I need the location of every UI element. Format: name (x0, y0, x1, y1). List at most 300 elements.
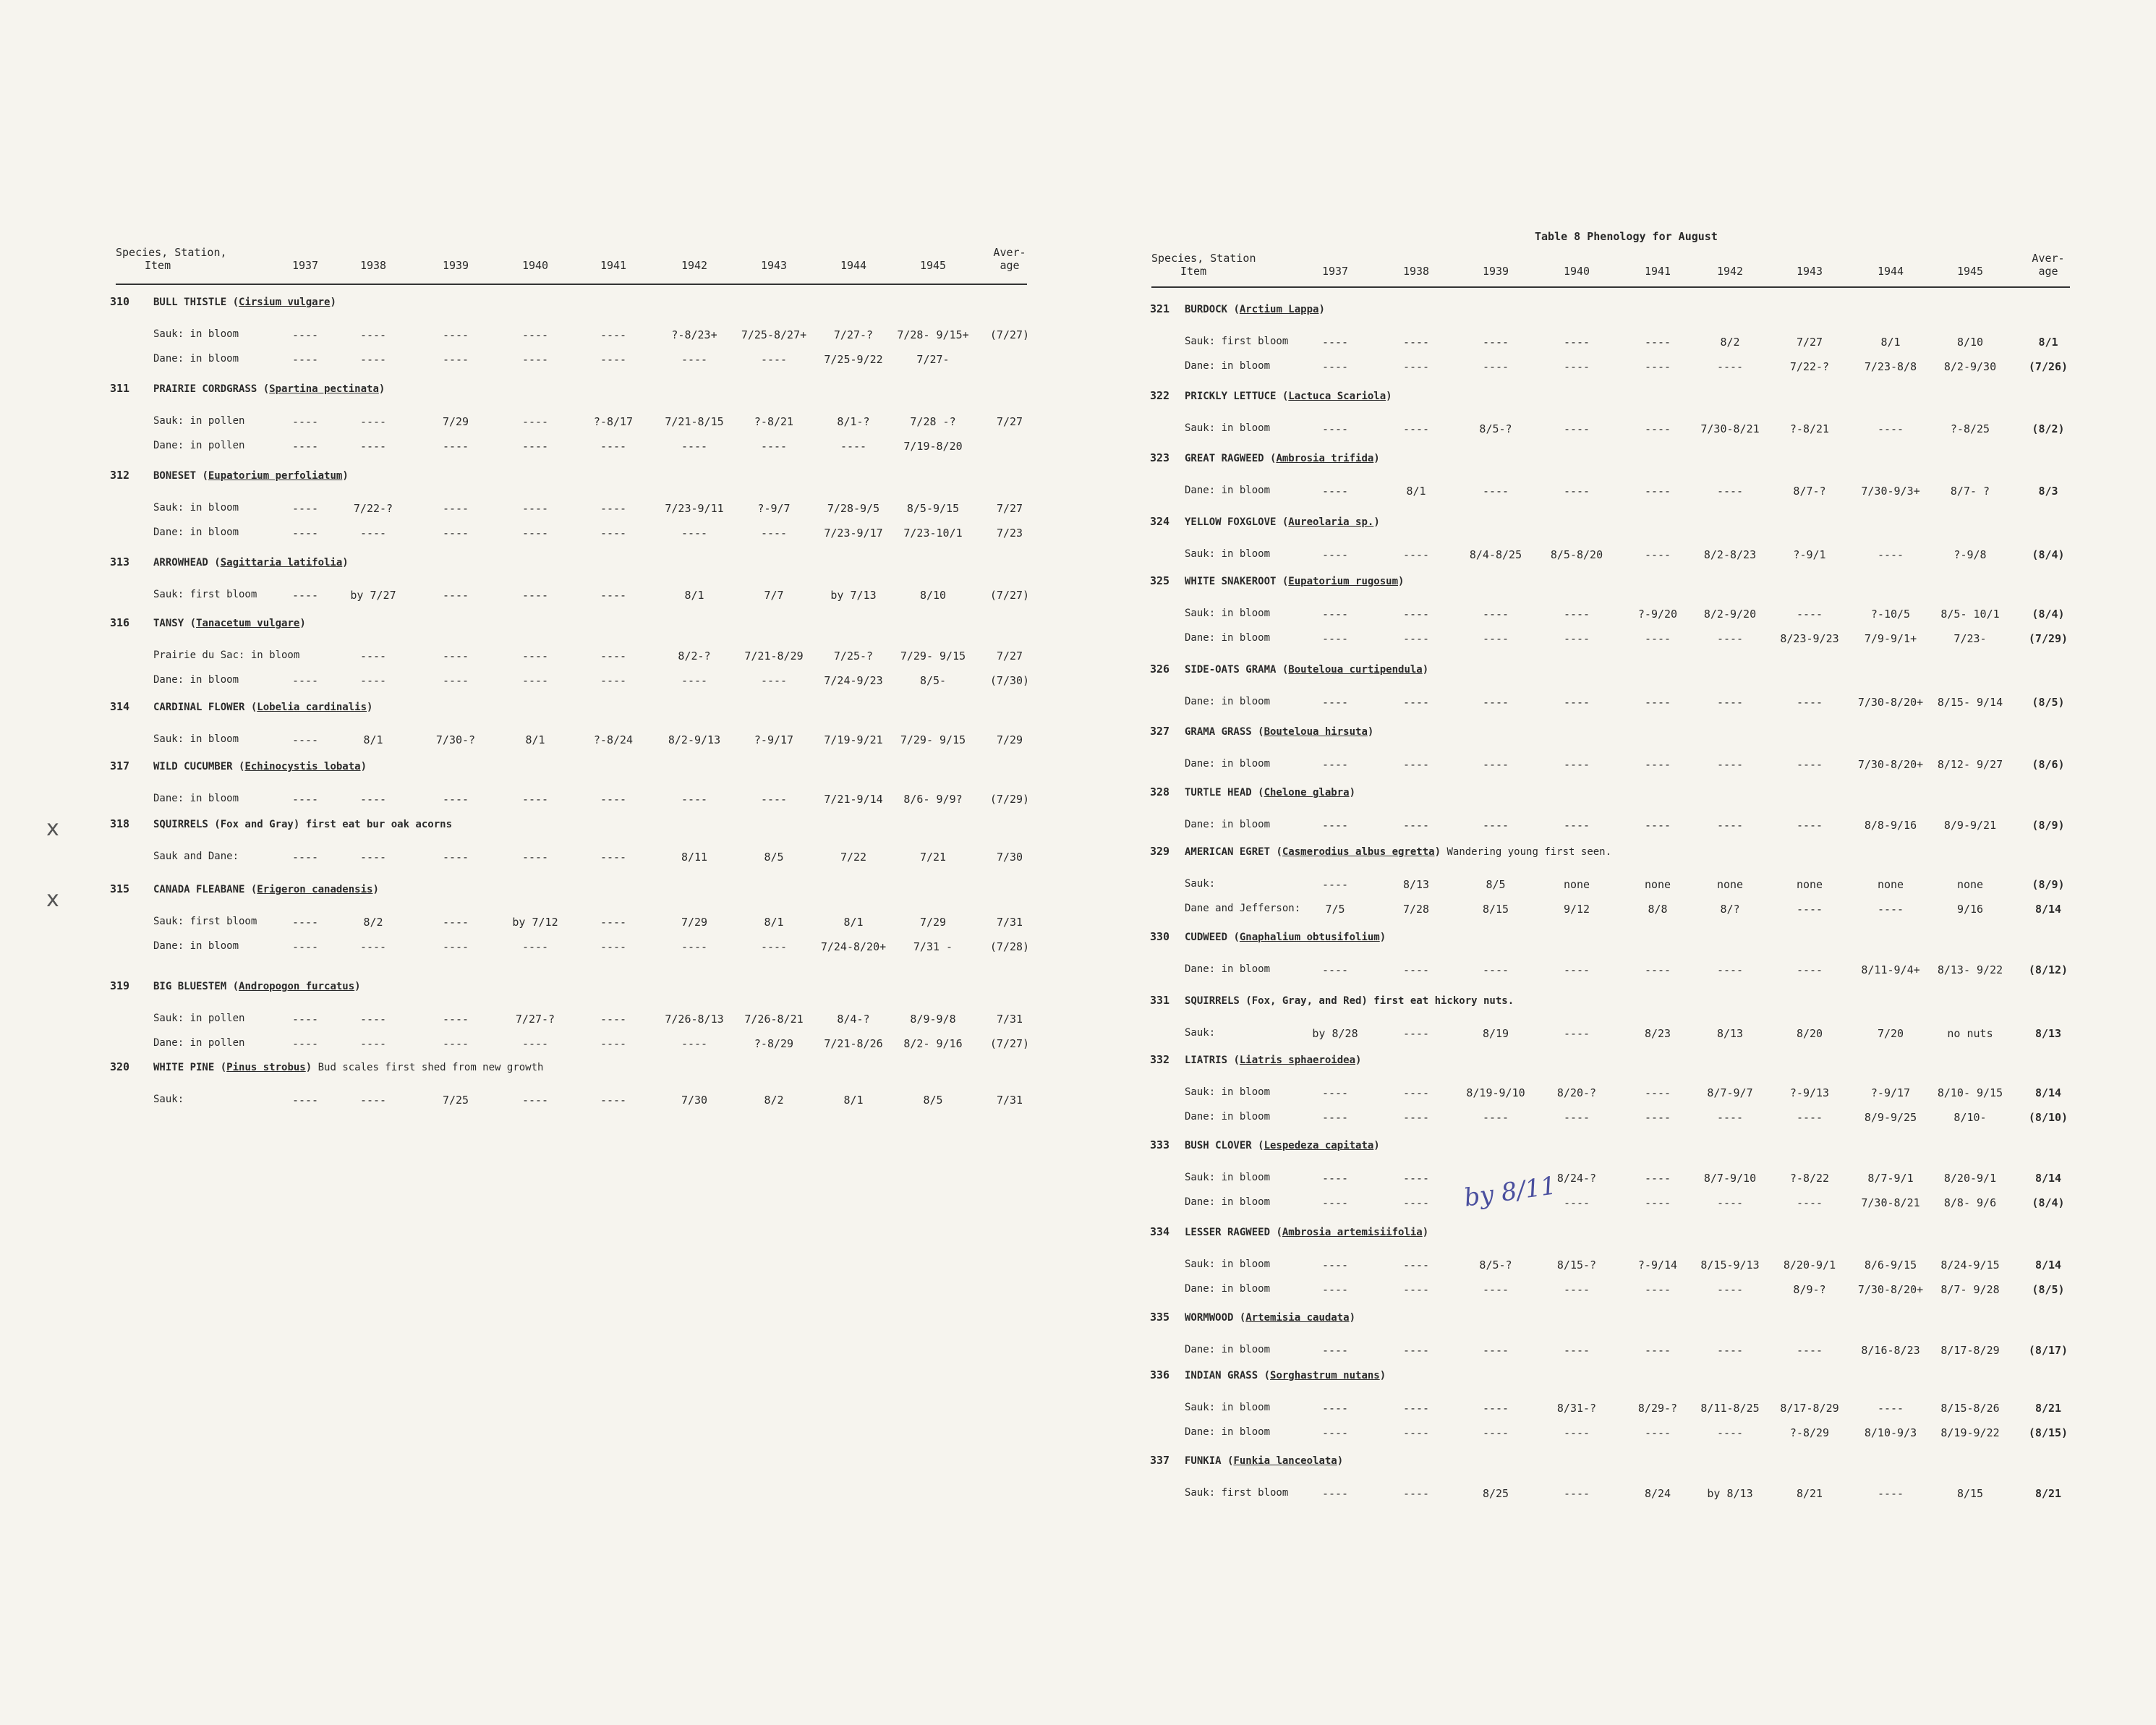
year-cell: ?-9/17 (754, 733, 794, 746)
year-cell: ---- (442, 440, 469, 453)
row-label: Sauk: (153, 1094, 184, 1105)
species-name: TURTLE HEAD (1185, 787, 1252, 798)
year-cell: 7/27- (916, 353, 950, 366)
species-heading: YELLOW FOXGLOVE (Aureolaria sp.) (1185, 516, 1380, 528)
species-name: AMERICAN EGRET (1185, 846, 1271, 858)
species-scientific-name: Bouteloua hirsuta (1264, 726, 1368, 738)
row-label: Prairie du Sac: in bloom (153, 649, 300, 661)
entry-number: 336 (1150, 1368, 1170, 1381)
year-cell: ---- (1321, 360, 1349, 373)
species-heading: BUSH CLOVER (Lespedeza capitata) (1185, 1140, 1380, 1151)
year-cell: ---- (1563, 1027, 1590, 1040)
header-species: Species, Station (1151, 252, 1256, 265)
species-scientific-name: Gnaphalium obtusifolium (1239, 932, 1380, 943)
year-cell: 7/28- 9/15+ (897, 328, 969, 341)
year-cell: 7/27 (1796, 336, 1823, 349)
year-cell: ---- (1482, 608, 1509, 621)
year-cell: 7/30-8/20+ (1857, 1283, 1924, 1296)
year-cell: ---- (291, 353, 319, 366)
year-cell: 7/23- (1953, 632, 1987, 645)
margin-x-mark: x (46, 887, 59, 912)
header-rule (116, 284, 1027, 285)
year-cell: ---- (1563, 696, 1590, 709)
year-cell: 8/15-? (1556, 1258, 1597, 1272)
year-cell: ---- (1644, 1426, 1671, 1439)
year-cell: 8/2-9/30 (1943, 360, 1997, 373)
year-cell: 8/4-? (837, 1013, 870, 1026)
average-cell: (7/27) (989, 1037, 1030, 1050)
year-cell: ---- (1563, 1344, 1590, 1357)
year-cell: 8/9-9/8 (910, 1013, 956, 1026)
entry-number: 312 (110, 469, 130, 482)
year-cell: ---- (1644, 422, 1671, 435)
average-cell: (7/29) (2028, 632, 2068, 645)
row-label: Sauk: first bloom (1185, 336, 1289, 347)
entry-number: 317 (110, 759, 130, 772)
year-cell: ---- (1716, 1344, 1744, 1357)
year-cell: 8/2-9/13 (668, 733, 721, 746)
species-heading: PRAIRIE CORDGRASS (Spartina pectinata) (153, 383, 385, 395)
year-cell: 8/9-? (1793, 1283, 1826, 1296)
year-cell: ---- (521, 589, 549, 602)
entry-number: 316 (110, 616, 130, 629)
year-cell: 8/5 (923, 1094, 943, 1107)
species-scientific-name: Sagittaria latifolia (220, 557, 343, 568)
year-cell: 7/27-? (833, 328, 874, 341)
year-cell: 7/22 (840, 851, 867, 864)
year-cell: 8/8- 9/6 (1943, 1196, 1997, 1209)
year-cell: ---- (760, 674, 788, 687)
species-scientific-name: Andropogon furcatus (239, 981, 355, 992)
year-cell: ---- (442, 793, 469, 806)
year-cell: ---- (1563, 422, 1590, 435)
row-label: Sauk: in bloom (1185, 548, 1271, 560)
year-cell: 7/29 (442, 415, 469, 428)
year-cell: 9/16 (1956, 903, 1984, 916)
year-cell: 8/10- 9/15 (1937, 1086, 2003, 1099)
average-cell: (8/15) (2028, 1426, 2068, 1439)
year-cell: ---- (600, 440, 627, 453)
average-cell: 8/13 (2034, 1027, 2062, 1040)
year-cell: ---- (1321, 422, 1349, 435)
average-cell: (8/6) (2032, 758, 2065, 771)
row-label: Dane: in pollen (153, 440, 245, 451)
year-cell: ---- (1321, 758, 1349, 771)
entry-number: 326 (1150, 663, 1170, 676)
year-cell: no nuts (1947, 1027, 1993, 1040)
entry-number: 321 (1150, 302, 1170, 315)
year-cell: ---- (1644, 696, 1671, 709)
species-scientific-name: Aureolaria sp. (1288, 516, 1374, 528)
year-cell: 8/4-8/25 (1469, 548, 1522, 561)
year-cell: ---- (1402, 696, 1430, 709)
average-cell: (8/5) (2032, 1283, 2065, 1296)
header-year-1944: 1944 (1877, 265, 1904, 278)
year-cell: ---- (521, 1037, 549, 1050)
species-note: Bud scales first shed from new growth (318, 1062, 544, 1073)
year-cell: ---- (600, 1094, 627, 1107)
row-label: Sauk and Dane: (153, 851, 239, 862)
year-cell: ---- (1402, 819, 1430, 832)
average-cell: 7/31 (996, 1013, 1023, 1026)
row-label: Sauk: in pollen (153, 1013, 245, 1024)
average-cell: (7/30) (989, 674, 1030, 687)
year-cell: ---- (1796, 1344, 1823, 1357)
year-cell: ---- (521, 440, 549, 453)
year-cell: ---- (359, 1037, 387, 1050)
year-cell: ---- (291, 502, 319, 515)
year-cell: ---- (442, 649, 469, 663)
species-heading: TURTLE HEAD (Chelone glabra) (1185, 787, 1356, 798)
year-cell: ---- (1321, 878, 1349, 891)
year-cell: 8/7-9/7 (1707, 1086, 1753, 1099)
year-cell: 8/1 (843, 916, 864, 929)
year-cell: ?-8/29 (754, 1037, 794, 1050)
year-cell: ---- (359, 674, 387, 687)
species-scientific-name: Liatris sphaeroidea (1239, 1055, 1356, 1066)
year-cell: 8/12- 9/27 (1937, 758, 2003, 771)
row-label: Dane: in bloom (1185, 1344, 1271, 1355)
year-cell: ---- (1716, 1283, 1744, 1296)
year-cell: 8/5-? (1479, 422, 1512, 435)
row-label: Dane: in bloom (1185, 758, 1271, 770)
entry-number: 311 (110, 382, 130, 395)
species-name: FUNKIA (1185, 1455, 1222, 1467)
year-cell: ---- (291, 415, 319, 428)
average-cell: (7/27) (989, 328, 1030, 341)
year-cell: ---- (1796, 608, 1823, 621)
species-heading (1185, 995, 1514, 1007)
entry-number: 319 (110, 979, 130, 992)
year-cell: ---- (291, 1013, 319, 1026)
year-cell: ---- (1482, 485, 1509, 498)
species-heading: FUNKIA (Funkia lanceolata) (1185, 1455, 1344, 1467)
year-cell: 8/2-8/23 (1703, 548, 1757, 561)
species-heading: TANSY (Tanacetum vulgare) (153, 618, 306, 629)
year-cell: ---- (1321, 1172, 1349, 1185)
year-cell: 8/17-8/29 (1780, 1402, 1839, 1415)
year-cell: ---- (442, 1037, 469, 1050)
entry-number: 332 (1150, 1053, 1170, 1066)
header-year-1945: 1945 (919, 259, 947, 272)
year-cell: ---- (681, 353, 708, 366)
year-cell: ---- (1482, 632, 1509, 645)
header-year-1943: 1943 (760, 259, 788, 272)
year-cell: ---- (1321, 1111, 1349, 1124)
species-heading (153, 819, 452, 830)
header-year-1940: 1940 (521, 259, 549, 272)
year-cell: 8/13 (1716, 1027, 1744, 1040)
year-cell: ---- (291, 589, 319, 602)
year-cell: ---- (1644, 758, 1671, 771)
species-scientific-name: Lobelia cardinalis (257, 702, 367, 713)
year-cell: 7/27-? (515, 1013, 555, 1026)
year-cell: 8/15- 9/14 (1937, 696, 2003, 709)
year-cell: ---- (1321, 819, 1349, 832)
row-label: Dane: in bloom (1185, 632, 1271, 644)
year-cell: ---- (760, 440, 788, 453)
year-cell: by 7/13 (830, 589, 877, 602)
year-cell: 7/19-9/21 (824, 733, 883, 746)
year-cell: none (1716, 878, 1744, 891)
average-cell: (7/26) (2028, 360, 2068, 373)
year-cell: ---- (1321, 1086, 1349, 1099)
average-cell: 7/27 (996, 415, 1023, 428)
year-cell: ---- (760, 793, 788, 806)
year-cell: 7/21 (919, 851, 947, 864)
row-label: Dane: in bloom (1185, 1196, 1271, 1208)
year-cell: ---- (442, 851, 469, 864)
year-cell: 7/28-9/5 (827, 502, 880, 515)
year-cell: 8/16-8/23 (1861, 1344, 1920, 1357)
year-cell: 7/29- 9/15 (900, 649, 966, 663)
year-cell: 8/10-9/3 (1864, 1426, 1917, 1439)
year-cell: ---- (521, 793, 549, 806)
year-cell: ?-9/14 (1637, 1258, 1678, 1272)
year-cell: 8/7-9/1 (1867, 1172, 1914, 1185)
year-cell: ?-9/7 (757, 502, 791, 515)
year-cell: ?-9/1 (1793, 548, 1826, 561)
year-cell: 8/20-? (1556, 1086, 1597, 1099)
species-heading: PRICKLY LETTUCE (Lactuca Scariola) (1185, 391, 1392, 402)
year-cell: ---- (681, 440, 708, 453)
year-cell: 8/23-9/23 (1780, 632, 1839, 645)
year-cell: ---- (1716, 696, 1744, 709)
entry-number: 320 (110, 1060, 130, 1073)
species-heading: BONESET (Eupatorium perfoliatum) (153, 470, 349, 482)
year-cell: ---- (521, 674, 549, 687)
year-cell: 8/6-9/15 (1864, 1258, 1917, 1272)
year-cell: ---- (600, 851, 627, 864)
species-scientific-name: Spartina pectinata (269, 383, 379, 395)
year-cell: ---- (600, 649, 627, 663)
species-scientific-name: Ambrosia trifida (1276, 453, 1374, 464)
year-cell: ---- (359, 1094, 387, 1107)
row-label: Dane: in bloom (1185, 1426, 1271, 1438)
year-cell: ?-9/13 (1789, 1086, 1830, 1099)
year-cell: 7/9-9/1+ (1864, 632, 1917, 645)
year-cell: ---- (521, 502, 549, 515)
year-cell: ---- (291, 527, 319, 540)
species-scientific-name: Ambrosia artemisiifolia (1282, 1227, 1423, 1238)
year-cell: ---- (1563, 1426, 1590, 1439)
row-label: Dane: in bloom (1185, 1283, 1271, 1295)
row-label: Dane: in bloom (1185, 963, 1271, 975)
species-scientific-name: Eupatorium rugosum (1288, 576, 1399, 587)
year-cell: ?-8/23+ (671, 328, 717, 341)
year-cell: 8/19-9/22 (1940, 1426, 2000, 1439)
year-cell: 8/1 (684, 589, 704, 602)
year-cell: ---- (1716, 758, 1744, 771)
year-cell: ---- (840, 440, 867, 453)
year-cell: ---- (600, 328, 627, 341)
year-cell: 8/15 (1482, 903, 1509, 916)
year-cell: ---- (291, 793, 319, 806)
row-label: Sauk: in bloom (1185, 1402, 1271, 1413)
entry-number: 328 (1150, 785, 1170, 798)
header-average-2: age (1000, 259, 1020, 272)
header-year-1942: 1942 (1716, 265, 1744, 278)
year-cell: ---- (1563, 1283, 1590, 1296)
year-cell: ---- (1482, 1111, 1509, 1124)
year-cell: ---- (600, 1037, 627, 1050)
year-cell: ---- (1402, 1258, 1430, 1272)
header-species: Species, Station, (116, 246, 227, 259)
year-cell: 7/30-8/21 (1700, 422, 1760, 435)
year-cell: 8/6- 9/9? (903, 793, 963, 806)
year-cell: none (1563, 878, 1590, 891)
year-cell: 8/? (1720, 903, 1740, 916)
year-cell: ---- (1877, 1487, 1904, 1500)
year-cell: ---- (1402, 1426, 1430, 1439)
average-cell: 7/31 (996, 1094, 1023, 1107)
row-label: Sauk: in bloom (1185, 608, 1271, 619)
year-cell: 7/7 (764, 589, 784, 602)
year-cell: ---- (1563, 1487, 1590, 1500)
year-cell: 8/17-8/29 (1940, 1344, 2000, 1357)
year-cell: 8/1 (843, 1094, 864, 1107)
year-cell: ---- (1482, 360, 1509, 373)
year-cell: ---- (1402, 1402, 1430, 1415)
year-cell: 7/24-9/23 (824, 674, 883, 687)
header-year-1940: 1940 (1563, 265, 1590, 278)
year-cell: ?-8/24 (593, 733, 634, 746)
year-cell: ---- (442, 589, 469, 602)
average-cell: 7/27 (996, 502, 1023, 515)
average-cell: 8/14 (2034, 1086, 2062, 1099)
year-cell: ---- (1402, 336, 1430, 349)
average-cell: (7/29) (989, 793, 1030, 806)
row-label: Sauk: in bloom (1185, 1172, 1271, 1183)
year-cell: 7/19-8/20 (903, 440, 963, 453)
header-average: Aver- (993, 246, 1026, 259)
year-cell: ---- (681, 793, 708, 806)
year-cell: ?-9/17 (1870, 1086, 1911, 1099)
row-label: Dane: in bloom (153, 353, 239, 365)
species-heading: CUDWEED (Gnaphalium obtusifolium) (1185, 932, 1386, 943)
year-cell: ---- (1482, 696, 1509, 709)
year-cell: ---- (1644, 336, 1671, 349)
entry-number: 335 (1150, 1311, 1170, 1324)
species-name: WORMWOOD (1185, 1312, 1234, 1324)
year-cell: ---- (1644, 485, 1671, 498)
year-cell: 7/23-9/17 (824, 527, 883, 540)
year-cell: ---- (1563, 1111, 1590, 1124)
year-cell: 7/30-8/20+ (1857, 696, 1924, 709)
year-cell: ---- (442, 353, 469, 366)
year-cell: 8/1 (525, 733, 545, 746)
year-cell: ---- (442, 940, 469, 953)
year-cell: ---- (1482, 819, 1509, 832)
species-heading: GRAMA GRASS (Bouteloua hirsuta) (1185, 726, 1374, 738)
year-cell: ---- (1716, 819, 1744, 832)
year-cell: 8/2 (764, 1094, 784, 1107)
year-cell: ---- (1321, 1344, 1349, 1357)
year-cell: ?-8/22 (1789, 1172, 1830, 1185)
year-cell: none (1877, 878, 1904, 891)
year-cell: by 7/12 (512, 916, 558, 929)
species-heading: CARDINAL FLOWER (Lobelia cardinalis) (153, 702, 373, 713)
year-cell: ---- (1402, 1487, 1430, 1500)
year-cell: 8/2-? (678, 649, 711, 663)
year-cell: 8/2-9/20 (1703, 608, 1757, 621)
year-cell: ---- (1716, 963, 1744, 976)
average-cell: 8/14 (2034, 1258, 2062, 1272)
year-cell: ---- (1402, 758, 1430, 771)
year-cell: ---- (600, 527, 627, 540)
species-name: BIG BLUESTEM (153, 981, 227, 992)
species-name: BUSH CLOVER (1185, 1140, 1252, 1151)
year-cell: ---- (600, 353, 627, 366)
header-year-1939: 1939 (442, 259, 469, 272)
year-cell: 8/29-? (1637, 1402, 1678, 1415)
header-average-2: age (2038, 265, 2058, 278)
header-year-1944: 1944 (840, 259, 867, 272)
year-cell: 8/10 (919, 589, 947, 602)
species-name: CANADA FLEABANE (153, 884, 245, 895)
year-cell: ---- (600, 589, 627, 602)
year-cell: 8/10 (1956, 336, 1984, 349)
row-label: Dane: in bloom (1185, 360, 1271, 372)
year-cell: ---- (1716, 1111, 1744, 1124)
year-cell: 8/7-? (1793, 485, 1826, 498)
year-cell: 8/1 (764, 916, 784, 929)
species-name: PRICKLY LETTUCE (1185, 391, 1277, 402)
year-cell: by 7/27 (350, 589, 396, 602)
species-scientific-name: Pinus strobus (226, 1062, 306, 1073)
year-cell: ---- (359, 328, 387, 341)
year-cell: 8/23 (1644, 1027, 1671, 1040)
year-cell: 8/5-8/20 (1550, 548, 1603, 561)
header-average: Aver- (2032, 252, 2065, 265)
year-cell: 8/5-9/15 (906, 502, 960, 515)
species-name: WHITE PINE (153, 1062, 215, 1073)
year-cell: ---- (1796, 963, 1823, 976)
year-cell: ---- (359, 649, 387, 663)
year-cell: ---- (600, 502, 627, 515)
year-cell: 7/29 (681, 916, 708, 929)
year-cell: ---- (1644, 1086, 1671, 1099)
species-scientific-name: Bouteloua curtipendula (1288, 664, 1423, 676)
year-cell: ---- (1321, 1283, 1349, 1296)
year-cell: ---- (1482, 336, 1509, 349)
year-cell: ---- (1877, 1402, 1904, 1415)
year-cell: by 8/28 (1312, 1027, 1358, 1040)
year-cell: ---- (1644, 1344, 1671, 1357)
species-scientific-name: Cirsium vulgare (239, 297, 331, 308)
year-cell: ---- (521, 415, 549, 428)
year-cell: ---- (600, 940, 627, 953)
year-cell: ---- (521, 940, 549, 953)
year-cell: 7/21-8/29 (744, 649, 804, 663)
year-cell: ---- (521, 1094, 549, 1107)
average-cell: (8/9) (2032, 878, 2065, 891)
entry-number: 330 (1150, 930, 1170, 943)
year-cell: ---- (1321, 696, 1349, 709)
year-cell: ---- (1716, 360, 1744, 373)
year-cell: 7/31 - (913, 940, 953, 953)
year-cell: ---- (1402, 608, 1430, 621)
year-cell: 7/21-8/26 (824, 1037, 883, 1050)
year-cell: ---- (1877, 422, 1904, 435)
entry-number: 314 (110, 700, 130, 713)
species-name: SQUIRRELS (Fox and Gray) first eat bur oak acorns (153, 819, 453, 830)
year-cell: ---- (1482, 963, 1509, 976)
year-cell: 7/23-9/11 (665, 502, 724, 515)
species-name: ARROWHEAD (153, 557, 208, 568)
year-cell: ---- (1796, 903, 1823, 916)
average-cell: 7/23 (996, 527, 1023, 540)
